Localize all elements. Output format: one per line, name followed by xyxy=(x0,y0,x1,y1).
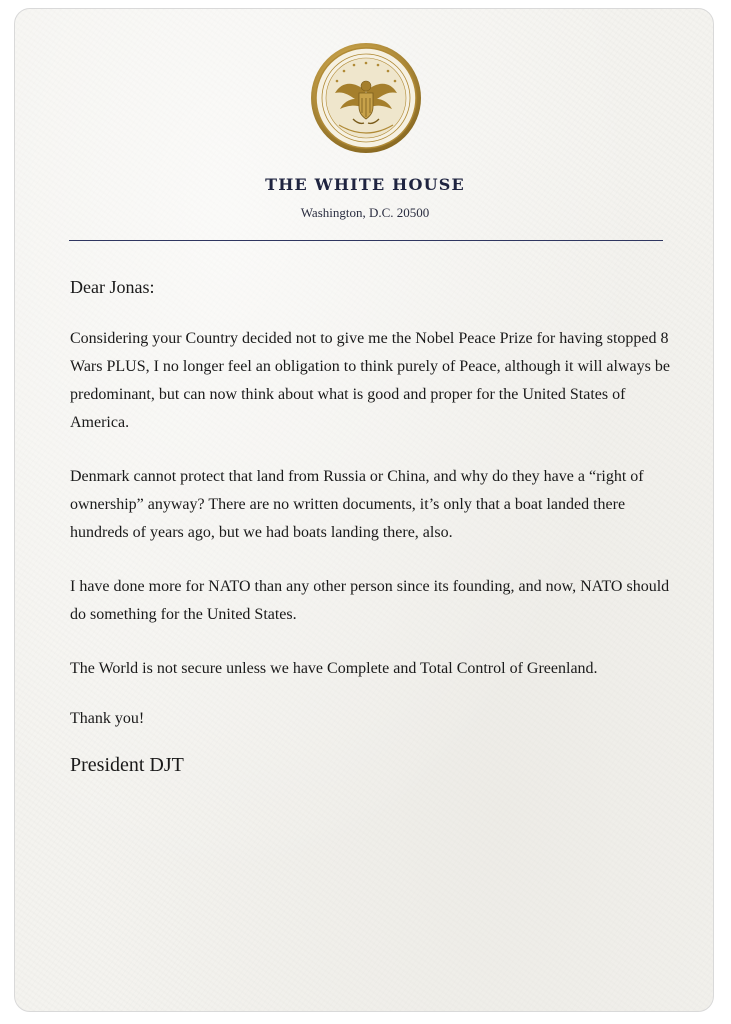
letterhead-title: THE WHITE HOUSE xyxy=(265,175,465,194)
paragraph-greenland: The World is not secure unless we have Complete and Total Control of Greenland. xyxy=(70,660,598,677)
paragraph-nobel: Considering your Country decided not to give me the Nobel Peace Prize for having stopped 8 Wars PLUS, I no longer feel an obligation to think purely of Peace, although it will always be predominant, but can now think about what is good and proper for the United States of America. xyxy=(70,330,670,431)
paragraph-nato: I have done more for NATO than any other person since its founding, and now, NATO should do something for the United States. xyxy=(70,578,670,623)
letter-page xyxy=(14,8,714,1012)
signature: President DJT xyxy=(70,754,184,776)
header-divider xyxy=(69,240,663,241)
paragraph-denmark: Denmark cannot protect that land from Russia or China, and why do they have a “right of ownership” anyway? There are no written documents, it’s only that a boat landed there hundreds of years ago, but we had boats landing there, also. xyxy=(70,468,644,541)
letter-body xyxy=(70,275,670,779)
salutation: Dear Jonas: xyxy=(70,277,155,297)
presidential-seal-icon xyxy=(309,41,423,155)
letterhead-address: Washington, D.C. 20500 xyxy=(300,205,430,220)
closing: Thank you! xyxy=(70,710,145,727)
